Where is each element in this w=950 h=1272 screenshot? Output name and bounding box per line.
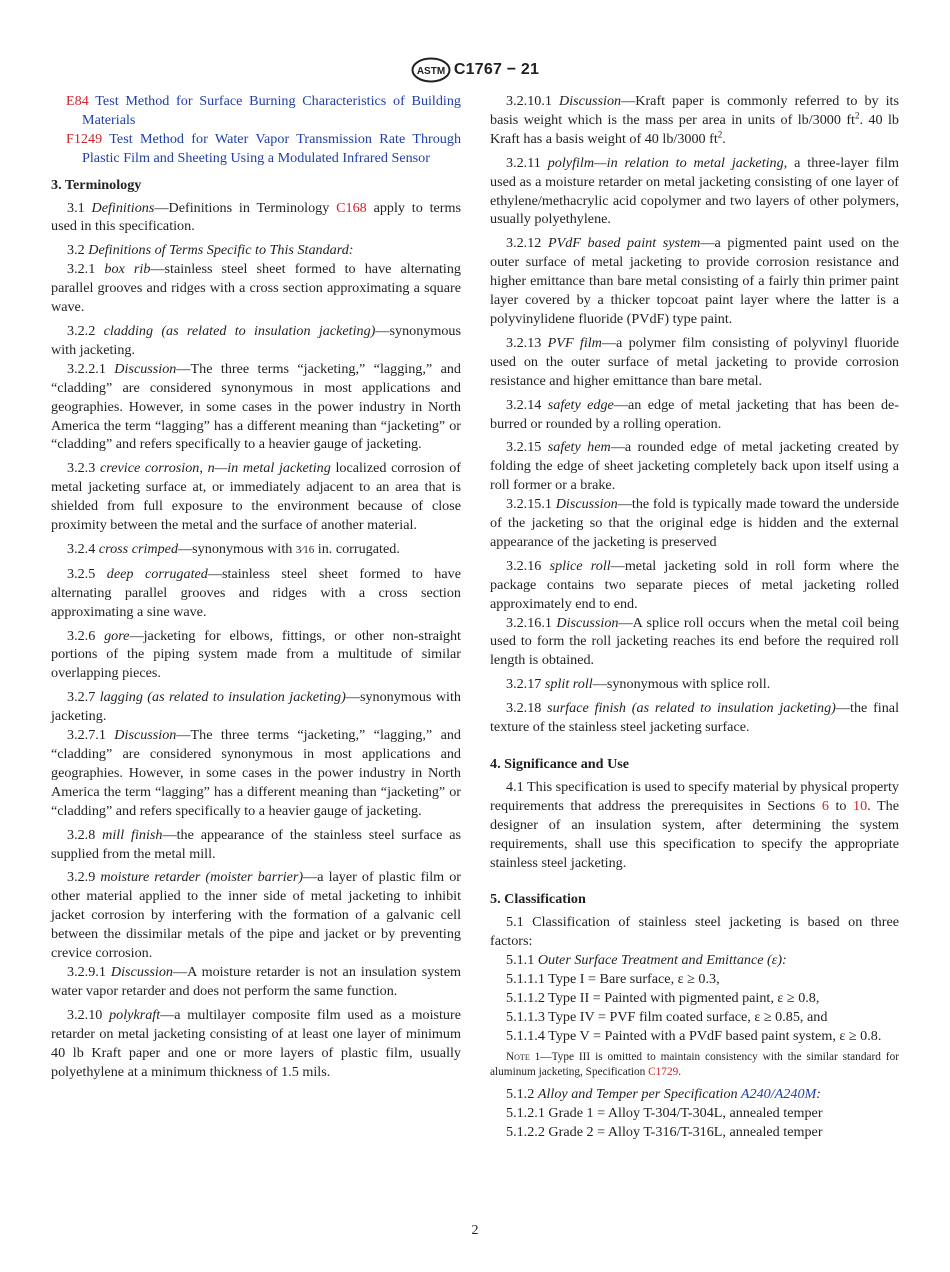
paragraph-3-2-10-1: 3.2.10.1 Discussion—Kraft paper is commonly referred to by its basis weight which is the mass per area in units of lb/3000 $ft^2$. 40 lb Kraft has a basis weight of 40 lb/3000 $ft^2$. (490, 93, 899, 147)
reference-e84 (51, 92, 461, 130)
page-header (0, 56, 950, 84)
paragraph-3-2-8: 3.2.8 mill finish—the appearance of the stainless steel surface as supplied from the metal mill. (51, 826, 461, 862)
paragraph-3-2-16: 3.2.16 splice roll—metal jacketing sold in roll form where the package contains two separate pieces of metal jacketing rolled approximately end to end. (490, 557, 899, 612)
paragraph-3-2-7: 3.2.7 lagging (as related to insulation jacketing)—synonymous with jacketing. (51, 689, 461, 725)
reference-f1249 (51, 130, 461, 168)
paragraph-5-1-2: 5.1.2 Alloy and Temper per Specification A240/A240M: (506, 1085, 822, 1102)
paragraph-5-1-1-4: 5.1.1.4 Type V = Painted with a PVdF based paint system, ε ≥ 0.8. (506, 1027, 882, 1044)
paragraph-3-2-9-1: 3.2.9.1 Discussion—A moisture retarder is not an insulation system water vapor retarder and does not perform the same function. (51, 963, 461, 999)
paragraph-3-2-13: 3.2.13 PVF film—a polymer film consisting of polyvinyl fluoride used on the outer surface of metal jacketing to provide corrosion resistance and higher emittance than bare metal. (490, 334, 899, 389)
paragraph-5-1-1-2: 5.1.1.2 Type II = Painted with pigmented paint, ε ≥ 0.8, (506, 989, 820, 1006)
paragraph-5-1-2-2: 5.1.2.2 Grade 2 = Alloy T-316/T-316L, annealed temper (506, 1123, 823, 1140)
paragraph-3-2-15-1: 3.2.15.1 Discussion—the fold is typically made toward the underside of the jacketing so that the original edge is hidden and the external appearance of the jacketing is preserved (490, 496, 899, 550)
paragraph-3-2-3: 3.2.3 crevice corrosion, n—in metal jacketing localized corrosion of metal jacketing surface at, or immediately adjacent to an area that is shielded from full exposure to the environment because of close proximity between the metal and the surface of another material. (51, 460, 461, 534)
note-1: Note 1—Type III is omitted to maintain consistency with the similar standard for aluminum jacketing, Specification C1729. (490, 1050, 899, 1079)
link-c168[interactable]: C168 (336, 199, 367, 216)
paragraph-3-2-17: 3.2.17 split roll—synonymous with splice roll. (506, 676, 771, 693)
document-id: C1767 − 21 (453, 61, 540, 78)
paragraph-5-1-1-3: 5.1.1.3 Type IV = PVF film coated surface, ε ≥ 0.85, and (506, 1008, 828, 1025)
paragraph-3-2-6: 3.2.6 gore—jacketing for elbows, fittings, or other non-straight portions of the piping system made from a multitude of similar overlapping pieces. (51, 627, 461, 682)
paragraph-5-1: 5.1 Classification of stainless steel jacketing is based on three factors: (490, 914, 899, 950)
link-section-6[interactable]: 6 (821, 797, 829, 814)
paragraph-3-2-12: 3.2.12 PVdF based paint system—a pigmented paint used on the outer surface of metal jacketing to provide corrosion resistance and higher emittance than bare metal consisting of a fairly thin primer paint layer covered by a thicker topcoat paint layer where the latter is a polyvinylidene fluoride (PVdF) type paint. (490, 235, 899, 327)
reference-title[interactable]: Test Method for Surface Burning Characteristics of Building Materials (82, 93, 462, 128)
section-heading: 4. Significance and Use (490, 756, 630, 772)
paragraph-5-1-1: 5.1.1 Outer Surface Treatment and Emittance (ε): (506, 952, 787, 969)
paragraph-3-2-4: 3.2.4 cross crimped—synonymous with 3⁄16 in. corrugated. (67, 540, 400, 557)
paragraph-3-2: 3.2 Definitions of Terms Specific to This Standard: (67, 242, 354, 259)
link-c1729[interactable]: C1729 (648, 1066, 679, 1079)
paragraph-5-1-2-1: 5.1.2.1 Grade 1 = Alloy T-304/T-304L, annealed temper (506, 1104, 823, 1121)
right-column (490, 92, 899, 1141)
paragraph-3-2-1: 3.2.1 box rib—stainless steel sheet formed to have alternating parallel grooves and ridges with a cross section approximating a square wave. (51, 261, 461, 316)
section-heading: 3. Terminology (51, 176, 142, 193)
paragraph-3-1: 3.1 Definitions—Definitions in Terminology C168 apply to terms used in this specification. (51, 199, 461, 235)
link-section-10[interactable]: 10 (853, 797, 868, 814)
paragraph-4-1: 4.1 This specification is used to specify material by physical property requirements that address the prerequisites in Sections 6 to 10. The designer of an insulation system, after determining the system requirements, shall use this specification to specify the appropriate stainless steel jacketing. (490, 778, 899, 871)
reference-title[interactable]: Test Method for Water Vapor Transmission Rate Through Plastic Film and Sheeting Using a Modulated Infrared Sensor (82, 130, 462, 166)
paragraph-3-2-10: 3.2.10 polykraft—a multilayer composite film used as a moisture retarder on metal jacketing consisting of at least one layer of minimum 40 lb Kraft paper and one or more layers of plastic film, usually polyethylene at a minimum thickness of 1.5 mils. (51, 1006, 461, 1080)
reference-code[interactable]: E84 (66, 93, 89, 109)
left-column (51, 92, 461, 1081)
paragraph-3-2-2-1: 3.2.2.1 Discussion—The three terms “jacketing,” “lagging,” and “cladding” are considered synonymous in most applications and geographies. However, in some cases in the power industry in North America the term “lagging” has a different meaning than “jacketing” or “cladding” and refers specifically to a heavier gauge of jacketing. (51, 360, 461, 453)
paragraph-3-2-14: 3.2.14 safety edge—an edge of metal jacketing that has been de-burred or rounded by a rolling operation. (490, 396, 899, 432)
paragraph-3-2-7-1: 3.2.7.1 Discussion—The three terms “jacketing,” “lagging,” and “cladding” are considered synonymous in most applications and geographies. However, in some cases in the power industry in North America the term “lagging” has a different meaning than “jacketing” or “cladding” and refers specifically to a heavier gauge of jacketing. (51, 727, 461, 819)
paragraph-3-2-9: 3.2.9 moisture retarder (moister barrier)—a layer of plastic film or other material applied to the inner side of metal jacketing to inhibit jacket corrosion by interfering with the formation of a galvanic cell between the dissimilar metals of the pipe and jacket or by preventing crevice corrosion. (51, 869, 461, 962)
paragraph-3-2-18: 3.2.18 surface finish (as related to insulation jacketing)—the final texture of the stainless steel jacketing surface. (490, 700, 899, 736)
paragraph-3-2-2: 3.2.2 cladding (as related to insulation jacketing)—synonymous with jacketing. (51, 322, 461, 358)
section-heading: 5. Classification (490, 891, 586, 908)
paragraph-3-2-15: 3.2.15 safety hem—a rounded edge of metal jacketing created by folding the edge of sheet jacketing completely back upon itself using a roll former or a brake. (490, 439, 899, 494)
reference-code[interactable]: F1249 (66, 130, 103, 147)
paragraph-3-2-5: 3.2.5 deep corrugated—stainless steel sheet formed to have alternating parallel grooves and ridges with a cross section approximating a sine wave. (51, 565, 461, 620)
logo-text: ASTM (416, 66, 446, 77)
page-number: 2 (471, 1223, 479, 1238)
paragraph-3-2-11: 3.2.11 polyfilm—in relation to metal jacketing, a three-layer film used as a moisture retarder on metal jacketing consisting of one layer of ethylene/methacrylic acid copolymer and two layers of other polymers, usually polyethylene. (490, 154, 899, 228)
paragraph-3-2-16-1: 3.2.16.1 Discussion—A splice roll occurs when the metal coil being used to form the roll jacketing reaches its end before the required roll length is obtained. (490, 614, 899, 669)
astm-logo-icon (411, 57, 451, 83)
link-a240[interactable]: A240/A240M (740, 1085, 817, 1102)
paragraph-5-1-1-1: 5.1.1.1 Type I = Bare surface, ε ≥ 0.3, (506, 971, 720, 988)
